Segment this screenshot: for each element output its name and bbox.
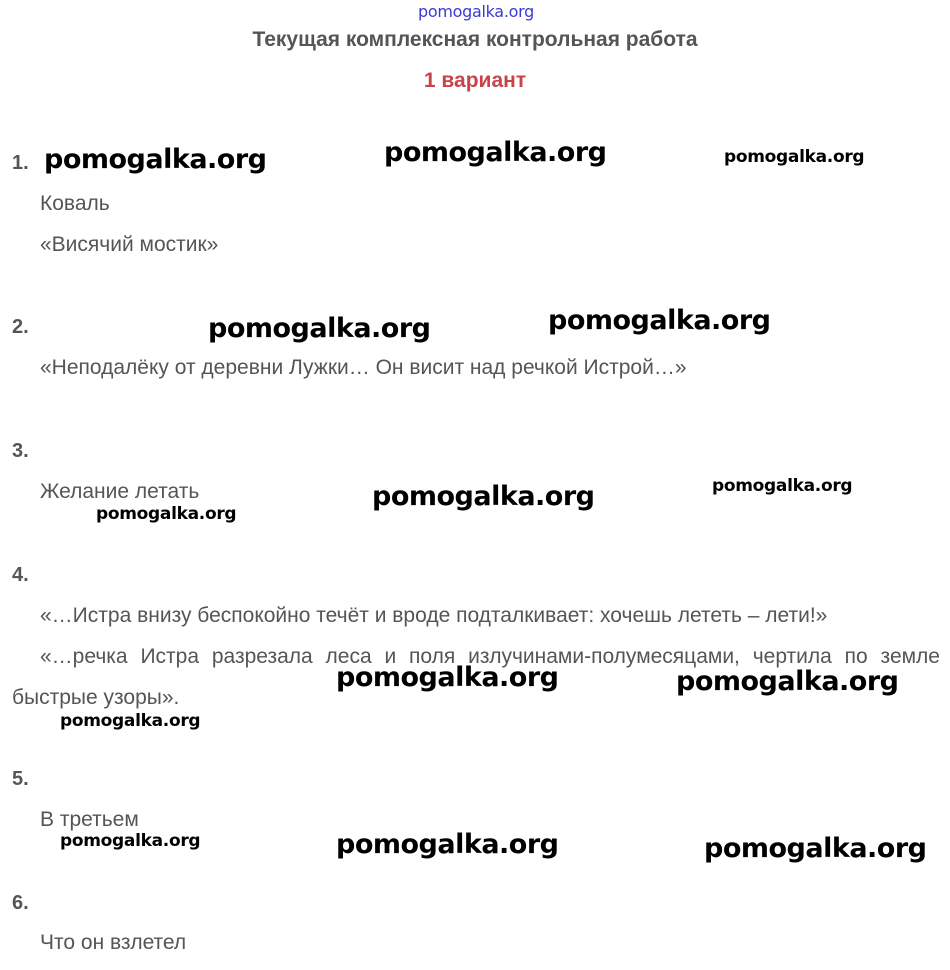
watermark: pomogalka.org	[372, 481, 595, 512]
question-6-number: 6.	[12, 892, 29, 914]
question-1-answer-2: «Висячий мостик»	[40, 233, 219, 256]
question-4-answer-1: «…Истра внизу беспокойно течёт и вроде подталкивает: хочешь лететь – лети!»	[40, 604, 828, 627]
watermark: pomogalka.org	[384, 137, 607, 168]
watermark: pomogalka.org	[44, 144, 267, 175]
question-4-number: 4.	[12, 564, 29, 586]
question-3-answer-1: Желание летать	[40, 480, 200, 503]
question-1-answer-1: Коваль	[40, 192, 110, 215]
watermark: pomogalka.org	[60, 711, 201, 731]
watermark: pomogalka.org	[336, 662, 559, 693]
watermark: pomogalka.org	[724, 147, 865, 167]
question-6-answer-1: Что он взлетел	[40, 931, 187, 954]
watermark: pomogalka.org	[60, 831, 201, 851]
page-title: Текущая комплексная контрольная работа	[252, 28, 698, 51]
question-1-number: 1.	[12, 152, 29, 174]
question-5-number: 5.	[12, 768, 29, 790]
watermark: pomogalka.org	[336, 829, 559, 860]
question-4-answer-2: «…речка Истра разрезала леса и поля излучинами-полумесяцами, чертила по земле быстрые узоры».	[12, 645, 940, 709]
watermark: pomogalka.org	[704, 833, 927, 864]
watermark: pomogalka.org	[712, 476, 853, 496]
watermark: pomogalka.org	[676, 666, 899, 697]
question-5-answer-1: В третьем	[40, 808, 139, 831]
question-3-number: 3.	[12, 440, 29, 462]
watermark: pomogalka.org	[548, 305, 771, 336]
watermark: pomogalka.org	[208, 313, 431, 344]
question-2-answer-1: «Неподалёку от деревни Лужки… Он висит над речкой Истрой…»	[40, 356, 687, 379]
watermark: pomogalka.org	[96, 504, 237, 524]
site-watermark-top[interactable]: pomogalka.org	[418, 2, 534, 21]
question-2-number: 2.	[12, 316, 29, 338]
variant-label: 1 вариант	[423, 69, 527, 92]
